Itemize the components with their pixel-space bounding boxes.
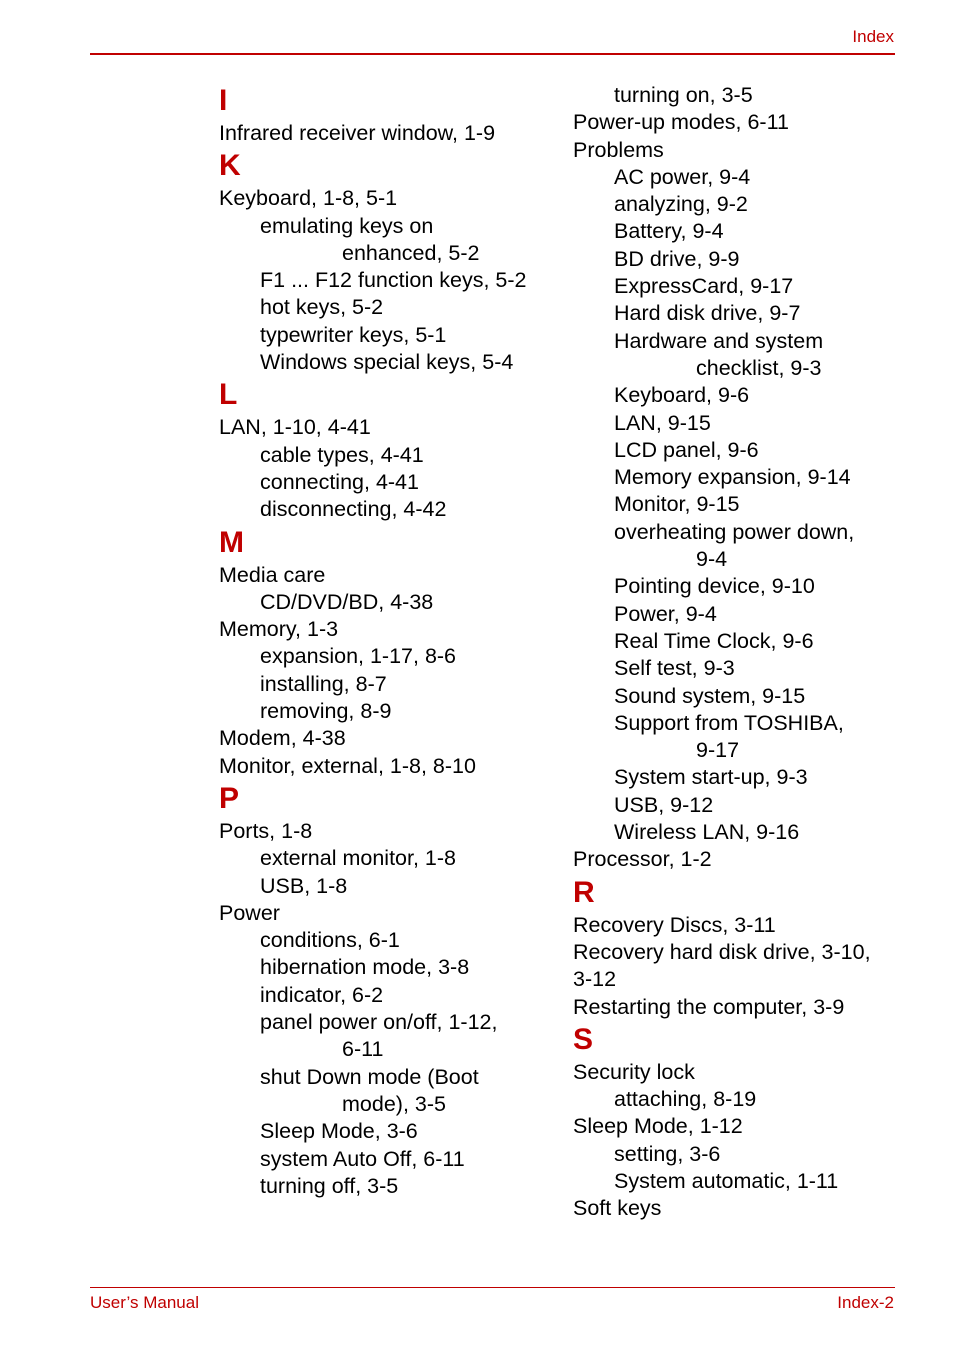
index-entry: Recovery hard disk drive, 3-10,: [573, 939, 871, 964]
index-entry: Infrared receiver window, 1-9: [219, 121, 496, 145]
index-subentry: Sound system, 9-15: [614, 683, 806, 708]
index-subentry: Windows special keys, 5-4: [260, 350, 514, 375]
index-entry: Monitor, external, 1-8, 8-10: [219, 753, 476, 778]
index-subentry: indicator, 6-2: [260, 982, 384, 1007]
index-subentry: F1 ... F12 function keys, 5-2: [260, 268, 527, 293]
index-entry: Power: [219, 900, 280, 925]
index-entry: Media care: [219, 562, 326, 587]
index-subentry: USB, 9-12: [614, 792, 714, 817]
index-subentry: conditions, 6-1: [260, 928, 400, 953]
index-subentry: CD/DVD/BD, 4-38: [260, 589, 434, 614]
index-subentry: Wireless LAN, 9-16: [614, 820, 800, 845]
index-subentry: LCD panel, 9-6: [614, 437, 759, 462]
header-rule: [90, 53, 895, 55]
index-subentry: Support from TOSHIBA,: [614, 710, 844, 735]
index-subentry: Power, 9-4: [614, 601, 717, 626]
index-subentry: System automatic, 1-11: [614, 1168, 839, 1193]
index-entry: Keyboard, 1-8, 5-1: [219, 186, 398, 211]
index-entry: Problems: [573, 137, 664, 162]
index-entry: Power-up modes, 6-11: [573, 110, 789, 135]
footer-rule: [90, 1287, 895, 1288]
index-entry: Processor, 1-2: [573, 847, 712, 872]
index-subentry: connecting, 4-41: [260, 469, 419, 494]
footer-page-number: Index-2: [837, 1293, 894, 1312]
index-subentry: disconnecting, 4-42: [260, 497, 447, 522]
index-subentry: Sleep Mode, 3-6: [260, 1119, 418, 1144]
index-entry: Memory, 1-3: [219, 617, 339, 642]
index-subentry: Keyboard, 9-6: [614, 383, 750, 408]
index-subentry: typewriter keys, 5-1: [260, 322, 447, 347]
index-subentry: hot keys, 5-2: [260, 295, 384, 320]
index-letter-heading: M: [219, 525, 244, 559]
index-letter-heading: P: [219, 781, 240, 815]
index-subentry: Monitor, 9-15: [614, 492, 740, 517]
index-letter-heading: L: [219, 378, 238, 412]
index-entry: Ports, 1-8: [219, 818, 313, 843]
index-subentry: removing, 8-9: [260, 699, 392, 724]
index-subentry: Hardware and system: [614, 328, 824, 353]
index-subentry: Memory expansion, 9-14: [614, 465, 851, 490]
index-subentry: ExpressCard, 9-17: [614, 274, 794, 299]
index-subentry: system Auto Off, 6-11: [260, 1146, 465, 1171]
index-subentry: attaching, 8-19: [614, 1087, 757, 1112]
index-entry: Recovery Discs, 3-11: [573, 912, 776, 937]
index-subentry: shut Down mode (Boot: [260, 1064, 479, 1089]
index-subentry: hibernation mode, 3-8: [260, 955, 470, 980]
index-subentry: turning on, 3-5: [614, 83, 753, 107]
index-subentry: cable types, 4-41: [260, 442, 424, 467]
index-letter-heading: I: [219, 84, 228, 117]
index-subentry: emulating keys on: [260, 213, 434, 238]
index-subentry: USB, 1-8: [260, 873, 348, 898]
index-subentry: analyzing, 9-2: [614, 192, 748, 217]
index-letter-heading: S: [573, 1022, 594, 1056]
index-column-right: [573, 82, 903, 1223]
index-subentry: panel power on/off, 1-12,: [260, 1010, 498, 1035]
index-subentry: Self test, 9-3: [614, 656, 735, 681]
index-subentry: setting, 3-6: [614, 1141, 721, 1166]
index-letter-heading: R: [573, 875, 595, 909]
index-subentry: expansion, 1-17, 8-6: [260, 644, 457, 669]
index-subentry: Battery, 9-4: [614, 219, 724, 244]
index-entry: Soft keys: [573, 1196, 662, 1221]
index-subentry: 9-4: [696, 547, 728, 572]
index-subentry: AC power, 9-4: [614, 164, 751, 189]
index-entry: Security lock: [573, 1059, 695, 1084]
index-subentry: turning off, 3-5: [260, 1173, 399, 1198]
index-subentry: Real Time Clock, 9-6: [614, 628, 814, 653]
header-section-label: Index: [852, 27, 894, 46]
index-entry: 3-12: [573, 967, 617, 992]
index-letter-heading: K: [219, 149, 241, 183]
index-subentry: mode), 3-5: [342, 1091, 446, 1116]
index-subentry: external monitor, 1-8: [260, 846, 456, 871]
index-subentry: enhanced, 5-2: [342, 240, 480, 265]
index-subentry: checklist, 9-3: [696, 355, 822, 380]
index-subentry: LAN, 9-15: [614, 410, 711, 435]
index-subentry: 9-17: [696, 738, 740, 763]
index-entry: Sleep Mode, 1-12: [573, 1114, 743, 1139]
index-entry: Modem, 4-38: [219, 726, 346, 751]
index-subentry: 6-11: [342, 1037, 384, 1062]
index-subentry: Pointing device, 9-10: [614, 574, 815, 599]
index-subentry: BD drive, 9-9: [614, 246, 740, 271]
index-subentry: Hard disk drive, 9-7: [614, 301, 801, 326]
index-entry: LAN, 1-10, 4-41: [219, 415, 371, 440]
index-subentry: System start-up, 9-3: [614, 765, 808, 790]
index-entry: Restarting the computer, 3-9: [573, 994, 845, 1019]
index-column-left: [219, 82, 559, 1200]
index-subentry: overheating power down,: [614, 519, 855, 544]
index-subentry: installing, 8-7: [260, 671, 387, 696]
footer-manual-title: User’s Manual: [90, 1293, 199, 1312]
